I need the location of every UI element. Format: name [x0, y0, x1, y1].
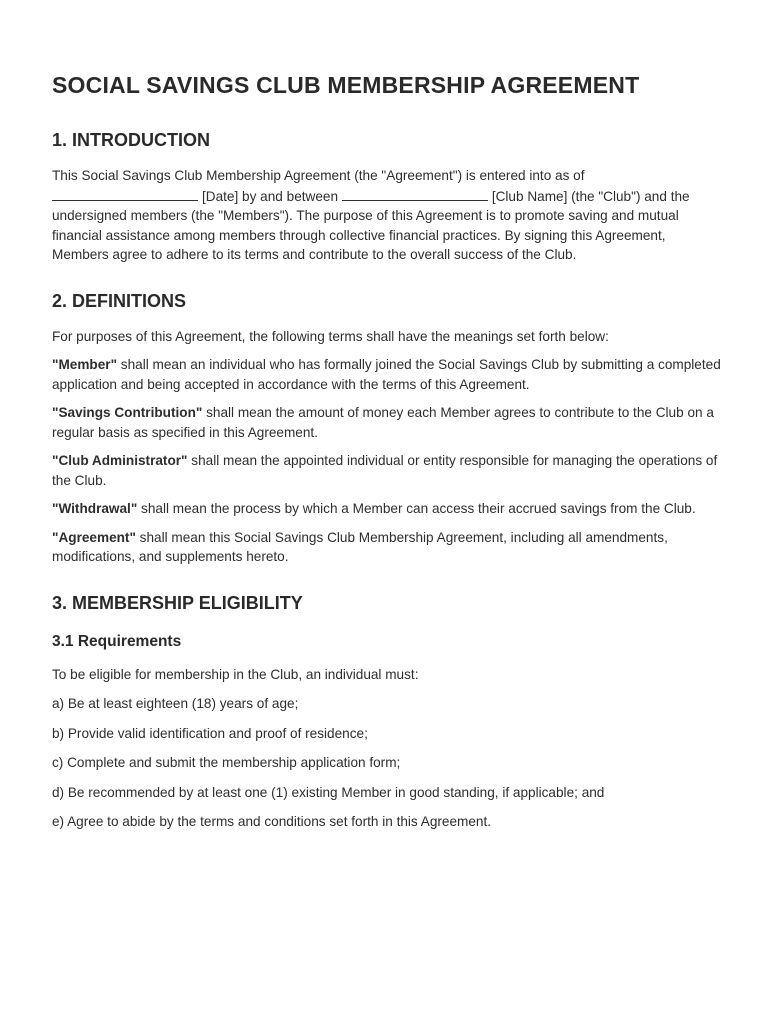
club-name-label: [Club Name] (the "Club") and	[491, 188, 667, 204]
requirement-item: a) Be at least eighteen (18) years of age;	[52, 696, 299, 711]
introduction-text-2: the undersigned members (the "Members"). The purpose of this Agreement is to promote saving and mutual financial assistance among members through collective financial practices. By signing this Agreement, Members agree to adhere to its terms and contribute to the overall success of the Club.	[52, 188, 690, 262]
requirement-item: c) Complete and submit the membership application form;	[52, 755, 401, 770]
date-label: [Date] by and between	[202, 188, 339, 204]
document-title: SOCIAL SAVINGS CLUB MEMBERSHIP AGREEMENT	[52, 72, 640, 98]
document-page	[52, 70, 722, 842]
requirement-item: e) Agree to abide by the terms and conditions set forth in this Agreement.	[52, 814, 492, 829]
section-heading-introduction: 1. INTRODUCTION	[52, 130, 211, 150]
definition-term: "Club Administrator"	[52, 453, 188, 468]
definition-item	[52, 403, 722, 442]
requirement-item: d) Be recommended by at least one (1) existing Member in good standing, if applicable; and	[52, 784, 605, 800]
definition-text: shall mean an individual who has formally joined the Social Savings Club by submitting a completed application and being accepted in accordance with the terms of this Agreement.	[52, 357, 721, 392]
section-heading-eligibility: 3. MEMBERSHIP ELIGIBILITY	[52, 592, 303, 613]
definitions-intro: For purposes of this Agreement, the following terms shall have the meanings set forth below:	[52, 328, 609, 344]
definition-text: shall mean the amount of money each Member agrees to contribute to the Club on a regular basis as specified in this Agreement.	[52, 405, 714, 440]
introduction-paragraph	[52, 166, 722, 265]
definition-term: "Withdrawal"	[52, 501, 138, 516]
introduction-text-1: This Social Savings Club Membership Agreement (the "Agreement") is entered into as of	[52, 168, 585, 183]
subsection-heading-requirements: 3.1 Requirements	[52, 632, 182, 650]
definition-text: shall mean this Social Savings Club Membership Agreement, including all amendments, modifications, and supplements hereto.	[52, 529, 668, 564]
definition-text: shall mean the process by which a Member can access their accrued savings from the Club.	[137, 501, 696, 516]
definition-term: "Agreement"	[52, 529, 136, 545]
definition-text: shall mean the appointed individual or entity responsible for managing the operations of the Club.	[52, 453, 718, 488]
requirement-item: b) Provide valid identification and proof of residence;	[52, 725, 368, 741]
requirements-intro: To be eligible for membership in the Club, an individual must:	[52, 666, 419, 682]
section-heading-definitions: 2. DEFINITIONS	[52, 290, 187, 311]
definition-item	[52, 528, 722, 567]
definition-item	[52, 355, 722, 394]
definition-item	[52, 451, 722, 490]
club-name-blank-line	[342, 186, 488, 201]
definition-term: "Member"	[52, 357, 118, 372]
definition-item	[52, 499, 722, 519]
definition-term: "Savings Contribution"	[52, 405, 203, 420]
date-blank-line	[52, 186, 198, 201]
